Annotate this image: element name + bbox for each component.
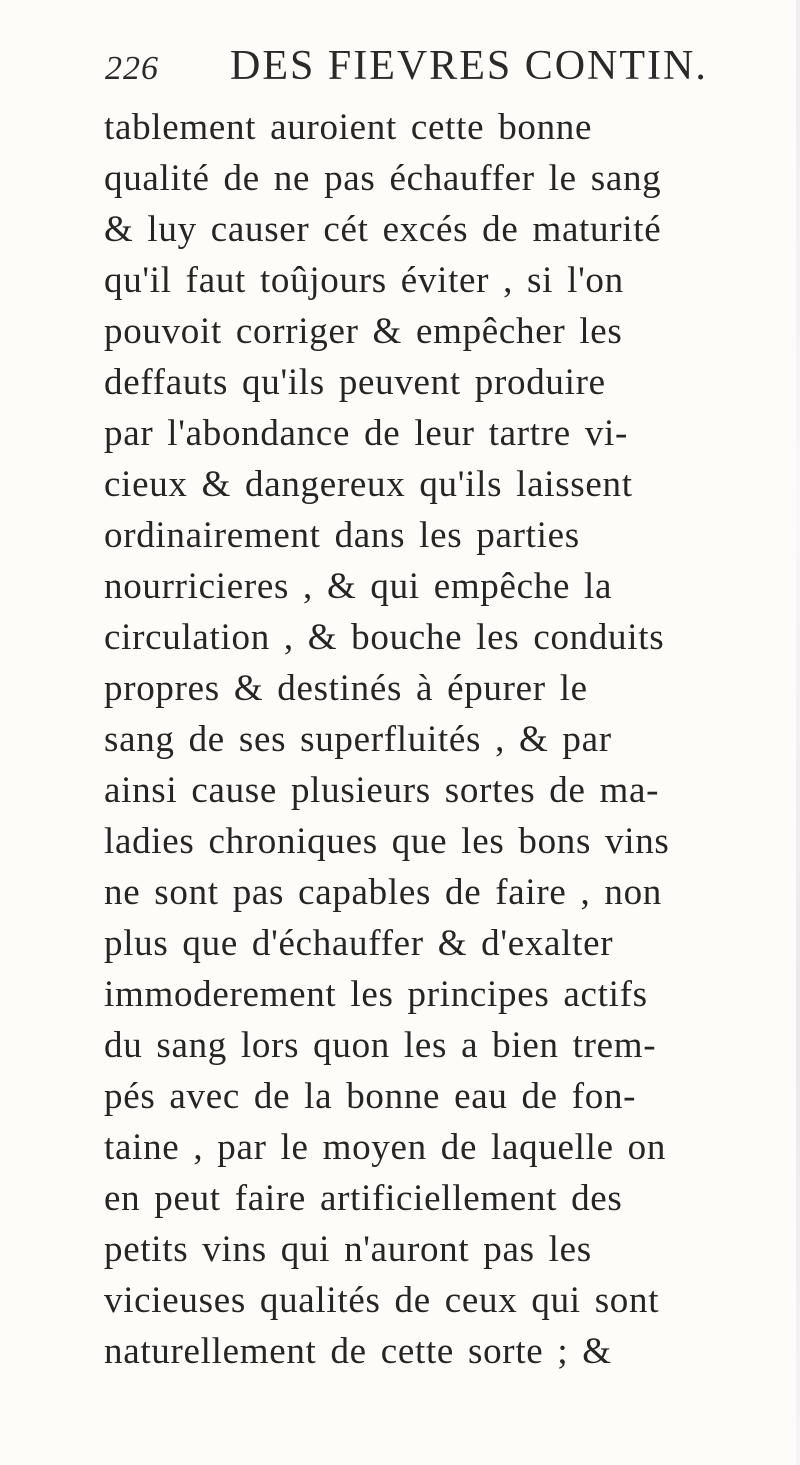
text-line: pés avec de la bonne eau de fon-	[104, 1076, 637, 1117]
text-line: cieux & dangereux qu'ils laissent	[104, 464, 633, 505]
body-text	[104, 102, 794, 1377]
text-line: pouvoit corriger & empêcher les	[104, 311, 623, 352]
text-line: petits vins qui n'auront pas les	[104, 1229, 592, 1270]
text-line: plus que d'échauffer & d'exalter	[104, 923, 614, 964]
text-line: par l'abondance de leur tartre vi-	[104, 413, 629, 454]
text-line: ladies chroniques que les bons vins	[104, 821, 670, 862]
text-line: ordinairement dans les parties	[104, 515, 580, 556]
text-line: ne sont pas capables de faire , non	[104, 872, 662, 913]
running-title: DES FIEVRES CONTIN.	[230, 43, 708, 89]
text-line: deffauts qu'ils peuvent produire	[104, 362, 606, 403]
text-line: propres & destinés à épurer le	[104, 668, 588, 709]
text-line: sang de ses superfluités , & par	[104, 719, 612, 760]
page-edge-shadow	[796, 0, 800, 1465]
page-header	[105, 42, 725, 98]
page-number: 226	[105, 50, 159, 87]
text-line: du sang lors quon les a bien trem-	[104, 1025, 657, 1066]
text-line: immoderement les principes actifs	[104, 974, 648, 1015]
text-line: circulation , & bouche les conduits	[104, 617, 665, 658]
text-line: ainsi cause plusieurs sortes de ma-	[104, 770, 660, 811]
text-line: qualité de ne pas échauffer le sang	[104, 158, 662, 199]
text-line: nourricieres , & qui empêche la	[104, 566, 613, 607]
text-line: en peut faire artificiellement des	[104, 1178, 623, 1219]
text-line: vicieuses qualités de ceux qui sont	[104, 1280, 660, 1321]
text-line: taine , par le moyen de laquelle on	[104, 1127, 667, 1168]
text-line: & luy causer cét excés de maturité	[104, 209, 662, 250]
text-line: tablement auroient cette bonne	[104, 107, 593, 148]
text-line: naturellement de cette sorte ; &	[104, 1331, 612, 1372]
text-line: qu'il faut toûjours éviter , si l'on	[104, 260, 624, 301]
